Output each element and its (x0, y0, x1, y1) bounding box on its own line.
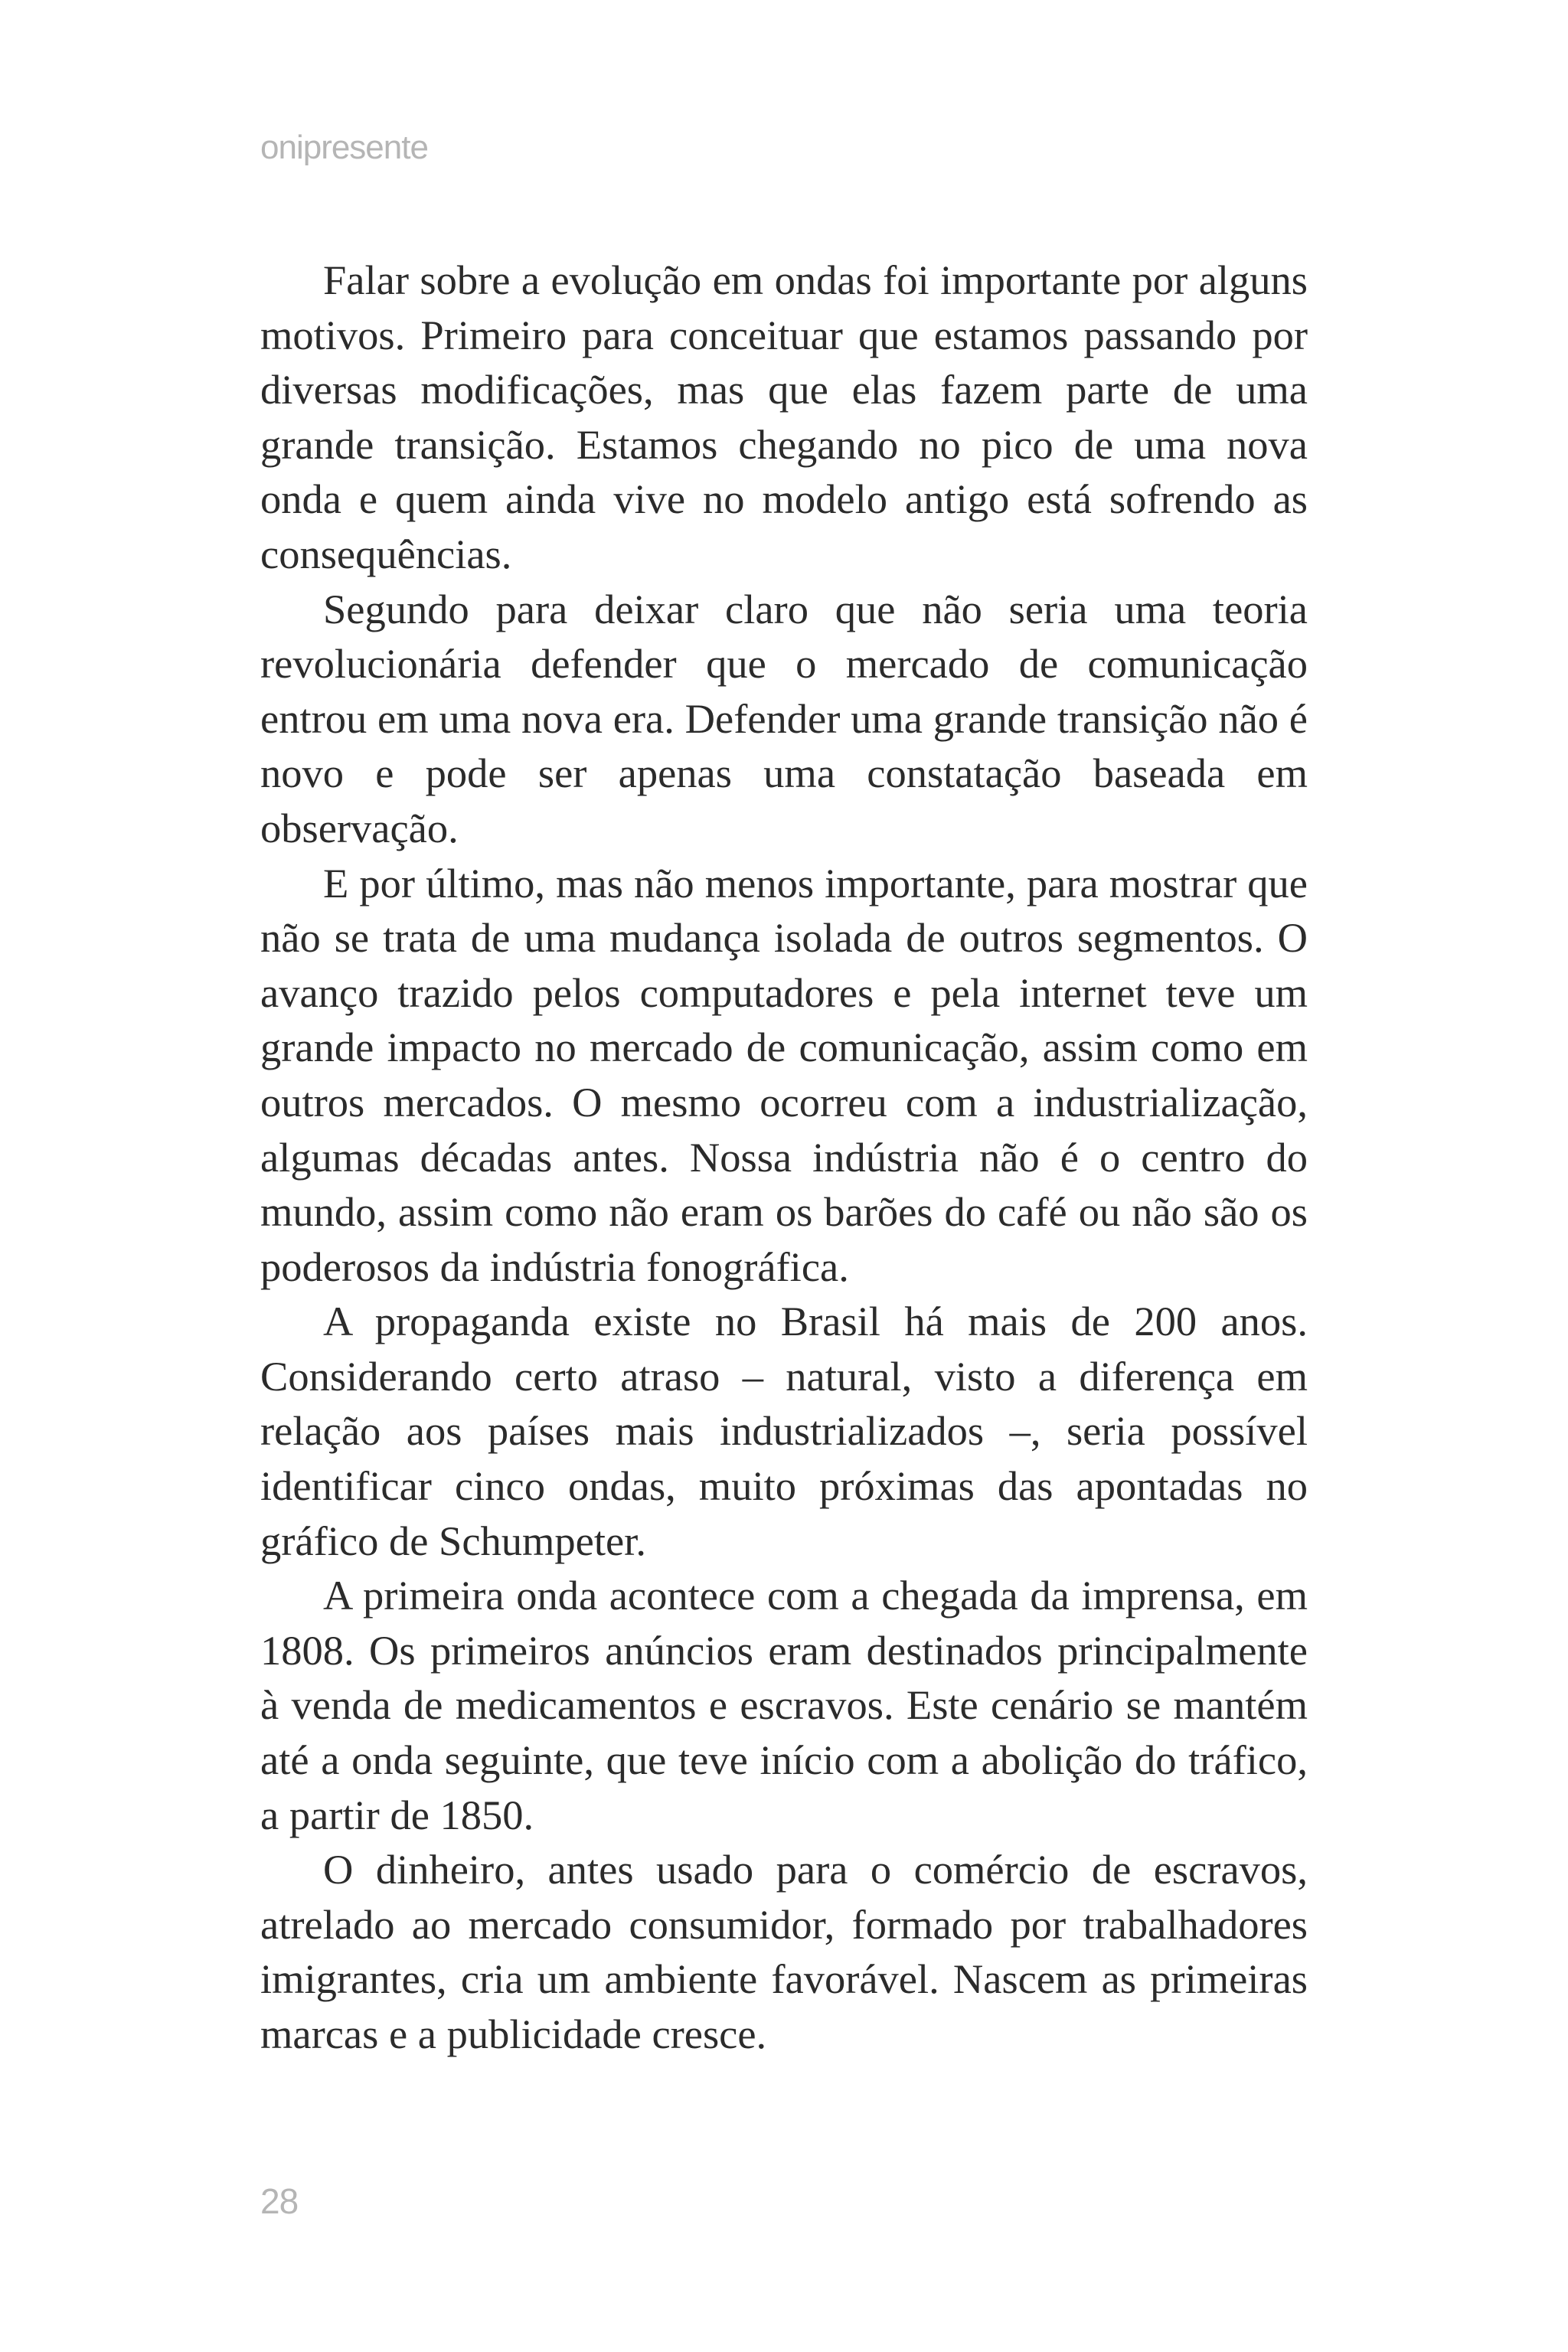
body-text (260, 253, 1308, 2062)
paragraph: O dinheiro, antes usado para o comércio de escravos, atrelado ao mercado consumidor, formado por trabalhadores imigrantes, cria um ambiente favorável. Nascem as primeiras marcas e a publicidade cresce. (260, 1846, 1308, 2057)
page-number: 28 (260, 2181, 299, 2221)
paragraph: Falar sobre a evolução em ondas foi importante por alguns motivos. Primeiro para conceituar que estamos passando por diversas modificações, mas que elas fazem parte de uma grande transição. Estamos chegando no pico de uma nova onda e quem ainda vive no modelo antigo está sofrendo as consequências. (260, 256, 1308, 577)
running-header: onipresente (260, 129, 428, 166)
paragraph: E por último, mas não menos importante, para mostrar que não se trata de uma mudança isolada de outros segmentos. O avanço trazido pelos computadores e pela internet teve um grande impacto no mercado de comunicação, assim como em outros mercados. O mesmo ocorreu com a industrialização, algumas décadas antes. Nossa indústria não é o centro do mundo, assim como não eram os barões do café ou não são os poderosos da indústria fonográfica. (260, 859, 1308, 1290)
paragraph: A primeira onda acontece com a chegada da imprensa, em 1808. Os primeiros anúncios eram destinados principalmente à venda de medicamentos e escravos. Este cenário se mantém até a onda seguinte, que teve início com a abolição do tráfico, a partir de 1850. (260, 1572, 1308, 1838)
paragraph: Segundo para deixar claro que não seria uma teoria revolucionária defender que o mercado de comunicação entrou em uma nova era. Defender uma grande transição não é novo e pode ser apenas uma constatação baseada em observação. (260, 585, 1308, 851)
paragraph: A propaganda existe no Brasil há mais de 200 anos. Considerando certo atraso – natural, visto a diferença em relação aos países mais industrializados –, seria possível identificar cinco ondas, muito próximas das apontadas no gráfico de Schumpeter. (260, 1298, 1308, 1564)
